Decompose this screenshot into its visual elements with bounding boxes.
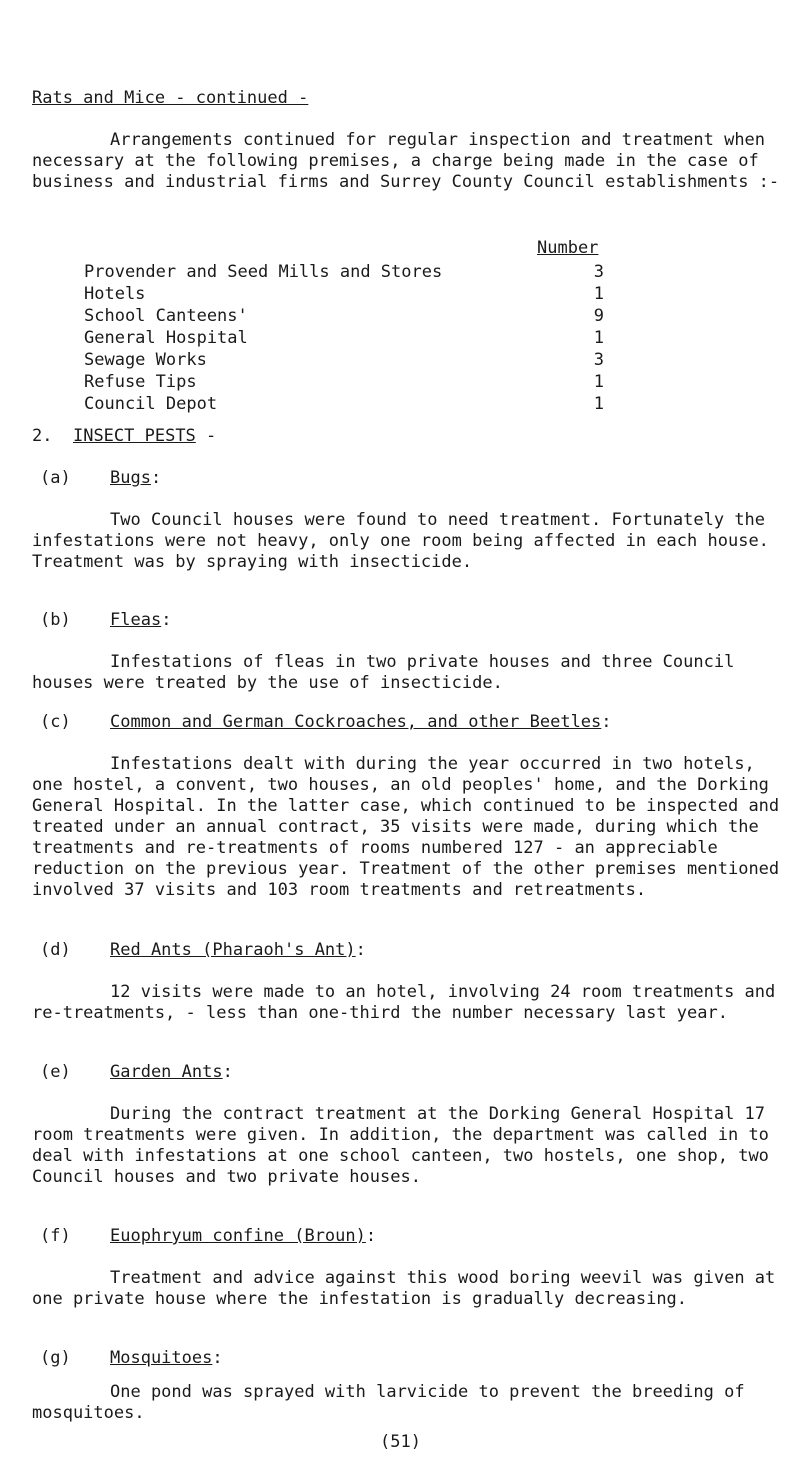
number-column-header: Number bbox=[537, 238, 599, 258]
subsection-text: Treatment and advice against this wood boring weevil was given at one private house where the infestation is gradually decreasing. bbox=[32, 1268, 776, 1309]
subsection-text: 12 visits were made to an hotel, involving 24 room treatments and re-treatments, - less than one-third the number necessary last year. bbox=[32, 982, 776, 1023]
subsection-label: (b) bbox=[40, 610, 71, 630]
subsection-title: Common and German Cockroaches, and other Beetles: bbox=[110, 712, 612, 732]
premises-table bbox=[84, 262, 604, 416]
intro-paragraph: Arrangements continued for regular inspection and treatment when necessary at the following premises, a charge being made in the case of business and industrial firms and Surrey County Council establishments :- bbox=[32, 130, 780, 192]
subsection-label: (a) bbox=[40, 468, 71, 488]
subsection-title: Garden Ants: bbox=[110, 1062, 233, 1082]
page-number: (51) bbox=[380, 1432, 421, 1452]
subsection-text: Infestations dealt with during the year occurred in two hotels, one hostel, a convent, two houses, an old peoples' home, and the Dorking General Hospital. In the latter case, which continued to be inspected and treated under an annual contract, 35 visits were made, during which the treatments and re-treatments of rooms numbered 127 - an appreciable reduction on the previous year. Treatment of the other premises mentioned involved 37 visits and 103 room treatments and retreatments. bbox=[32, 754, 780, 900]
subsection-title: Red Ants (Pharaoh's Ant): bbox=[110, 940, 366, 960]
table-row: Council Depot 1 bbox=[84, 394, 604, 414]
table-row: General Hospital 1 bbox=[84, 328, 604, 348]
table-row: Hotels 1 bbox=[84, 284, 604, 304]
section-2-heading: 2. INSECT PESTS - bbox=[32, 426, 217, 446]
table-row: Sewage Works 3 bbox=[84, 350, 604, 370]
subsection-text: During the contract treatment at the Dorking General Hospital 17 room treatments were given. In addition, the department was called in to deal with infestations at one school canteen, two hostels, one shop, two Council houses and two private houses. bbox=[32, 1104, 769, 1187]
subsection-text: One pond was sprayed with larvicide to prevent the breeding of mosquitoes. bbox=[32, 1382, 745, 1423]
subsection-label: (f) bbox=[40, 1226, 71, 1246]
table-row: Provender and Seed Mills and Stores 3 bbox=[84, 262, 604, 282]
subsection-label: (g) bbox=[40, 1348, 71, 1368]
subsection-text: Two Council houses were found to need treatment. Fortunately the infestations were not heavy, only one room being affected in each house. Treatment was by spraying with insecticide. bbox=[32, 510, 769, 572]
subsection-title: Euophryum confine (Broun): bbox=[110, 1226, 377, 1246]
table-row: School Canteens' 9 bbox=[84, 306, 604, 326]
table-row: Refuse Tips 1 bbox=[84, 372, 604, 392]
subsection-label: (e) bbox=[40, 1062, 71, 1082]
subsection-title: Fleas: bbox=[110, 610, 172, 630]
subsection-label: (d) bbox=[40, 940, 71, 960]
subsection-text: Infestations of fleas in two private houses and three Council houses were treated by the use of insecticide. bbox=[32, 652, 735, 693]
subsection-title: Bugs: bbox=[110, 468, 162, 488]
page-heading: Rats and Mice - continued - bbox=[32, 88, 309, 108]
subsection-label: (c) bbox=[40, 712, 71, 732]
subsection-title: Mosquitoes: bbox=[110, 1348, 223, 1368]
